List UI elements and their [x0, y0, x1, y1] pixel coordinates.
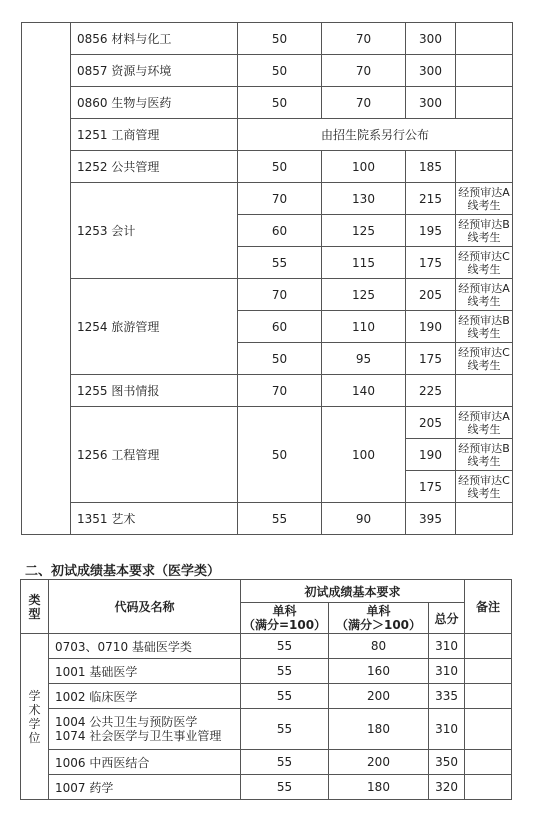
- note-cell: [465, 684, 512, 709]
- score-table-2: [20, 579, 512, 800]
- multi-score-cell: 125: [322, 215, 406, 247]
- table-row: [21, 634, 512, 659]
- table-row: [21, 775, 512, 800]
- code-cell: 0860 生物与医药: [71, 87, 238, 119]
- single-score-cell: 55: [241, 684, 329, 709]
- note-cell: [456, 503, 513, 535]
- total-score-cell: 310: [429, 634, 465, 659]
- total-score-cell: 335: [429, 684, 465, 709]
- total-score-cell: 175: [406, 343, 456, 375]
- multi-score-cell: 100: [322, 151, 406, 183]
- single-score-cell: 55: [241, 634, 329, 659]
- note-cell: 经预审达A线考生: [456, 279, 513, 311]
- multi-score-cell: 200: [329, 684, 429, 709]
- total-score-cell: 225: [406, 375, 456, 407]
- single-score-cell: 50: [238, 23, 322, 55]
- code-cell: 1251 工商管理: [71, 119, 238, 151]
- category-cell: 学术学位: [21, 634, 49, 800]
- total-score-cell: 190: [406, 311, 456, 343]
- table-row: [22, 55, 513, 87]
- note-cell: [456, 87, 513, 119]
- note-cell: 经预审达C线考生: [456, 471, 513, 503]
- total-score-cell: 300: [406, 87, 456, 119]
- code-cell: 1256 工程管理: [71, 407, 238, 503]
- single-score-cell: 55: [241, 750, 329, 775]
- single-score-header: 单科 （满分=100）: [241, 603, 329, 634]
- code-cell: 0703、0710 基础医学类: [49, 634, 241, 659]
- code-cell: 1252 公共管理: [71, 151, 238, 183]
- total-score-cell: 350: [429, 750, 465, 775]
- table-row: [22, 151, 513, 183]
- single-score-cell: 50: [238, 55, 322, 87]
- single-score-cell: 70: [238, 183, 322, 215]
- note-cell: [456, 23, 513, 55]
- table-row: [22, 183, 513, 215]
- total-score-cell: 395: [406, 503, 456, 535]
- note-cell: 经预审达B线考生: [456, 439, 513, 471]
- code-name-header: 代码及名称: [49, 580, 241, 634]
- single-score-cell: 50: [238, 343, 322, 375]
- header-row: [21, 580, 512, 603]
- code-cell: 0857 资源与环境: [71, 55, 238, 87]
- single-score-cell: 50: [238, 87, 322, 119]
- single-score-cell: 50: [238, 151, 322, 183]
- single-score-cell: 60: [238, 311, 322, 343]
- code-cell: 1007 药学: [49, 775, 241, 800]
- table-row: [22, 279, 513, 311]
- note-cell: 经预审达C线考生: [456, 247, 513, 279]
- table-row: [22, 407, 513, 439]
- code-cell: 1253 会计: [71, 183, 238, 279]
- table-row: [21, 709, 512, 750]
- total-score-cell: 205: [406, 279, 456, 311]
- single-score-cell: 50: [238, 407, 322, 503]
- multi-score-cell: 90: [322, 503, 406, 535]
- total-score-cell: 300: [406, 23, 456, 55]
- score-table-1: [21, 22, 513, 535]
- note-cell: [456, 151, 513, 183]
- note-cell: 经预审达C线考生: [456, 343, 513, 375]
- announcement-cell: 由招生院系另行公布: [238, 119, 513, 151]
- code-cell: 1004 公共卫生与预防医学 1074 社会医学与卫生事业管理: [49, 709, 241, 750]
- note-cell: [456, 55, 513, 87]
- note-cell: [465, 634, 512, 659]
- code-cell: 1002 临床医学: [49, 684, 241, 709]
- table-row: [21, 750, 512, 775]
- single-score-cell: 55: [241, 709, 329, 750]
- multi-score-cell: 80: [329, 634, 429, 659]
- single-score-cell: 55: [241, 775, 329, 800]
- table-row: [21, 659, 512, 684]
- table-row: [21, 684, 512, 709]
- note-cell: [465, 659, 512, 684]
- multi-score-cell: 130: [322, 183, 406, 215]
- table-row: [22, 503, 513, 535]
- note-cell: 经预审达B线考生: [456, 215, 513, 247]
- note-cell: [456, 375, 513, 407]
- section-title: 二、初试成绩基本要求（医学类）: [25, 564, 221, 579]
- table-row: [22, 375, 513, 407]
- multi-score-cell: 160: [329, 659, 429, 684]
- total-score-cell: 215: [406, 183, 456, 215]
- code-cell: 1001 基础医学: [49, 659, 241, 684]
- single-score-cell: 55: [238, 503, 322, 535]
- multi-score-cell: 95: [322, 343, 406, 375]
- note-cell: [465, 775, 512, 800]
- total-score-cell: 175: [406, 471, 456, 503]
- table-row: [22, 119, 513, 151]
- table-row: [22, 23, 513, 55]
- single-score-cell: 55: [238, 247, 322, 279]
- note-cell: 经预审达A线考生: [456, 407, 513, 439]
- category-cell: [22, 23, 71, 535]
- multi-score-header: 单科 （满分＞100）: [329, 603, 429, 634]
- multi-score-cell: 125: [322, 279, 406, 311]
- multi-score-cell: 115: [322, 247, 406, 279]
- single-score-cell: 55: [241, 659, 329, 684]
- note-cell: [465, 709, 512, 750]
- total-score-cell: 195: [406, 215, 456, 247]
- total-score-cell: 175: [406, 247, 456, 279]
- note-header: 备注: [465, 580, 512, 634]
- total-score-header: 总分: [429, 603, 465, 634]
- single-score-cell: 60: [238, 215, 322, 247]
- code-cell: 1254 旅游管理: [71, 279, 238, 375]
- type-header: 类型: [21, 580, 49, 634]
- multi-score-cell: 100: [322, 407, 406, 503]
- single-score-cell: 70: [238, 375, 322, 407]
- note-cell: 经预审达A线考生: [456, 183, 513, 215]
- note-cell: 经预审达B线考生: [456, 311, 513, 343]
- code-cell: 1255 图书情报: [71, 375, 238, 407]
- multi-score-cell: 200: [329, 750, 429, 775]
- multi-score-cell: 70: [322, 87, 406, 119]
- single-score-cell: 70: [238, 279, 322, 311]
- total-score-cell: 300: [406, 55, 456, 87]
- total-score-cell: 185: [406, 151, 456, 183]
- multi-score-cell: 70: [322, 23, 406, 55]
- total-score-cell: 320: [429, 775, 465, 800]
- table-row: [22, 87, 513, 119]
- code-cell: 1351 艺术: [71, 503, 238, 535]
- multi-score-cell: 110: [322, 311, 406, 343]
- multi-score-cell: 180: [329, 709, 429, 750]
- total-score-cell: 310: [429, 709, 465, 750]
- multi-score-cell: 180: [329, 775, 429, 800]
- code-cell: 1006 中西医结合: [49, 750, 241, 775]
- note-cell: [465, 750, 512, 775]
- multi-score-cell: 70: [322, 55, 406, 87]
- basic-requirement-header: 初试成绩基本要求: [241, 580, 465, 603]
- code-cell: 0856 材料与化工: [71, 23, 238, 55]
- multi-score-cell: 140: [322, 375, 406, 407]
- total-score-cell: 310: [429, 659, 465, 684]
- total-score-cell: 190: [406, 439, 456, 471]
- total-score-cell: 205: [406, 407, 456, 439]
